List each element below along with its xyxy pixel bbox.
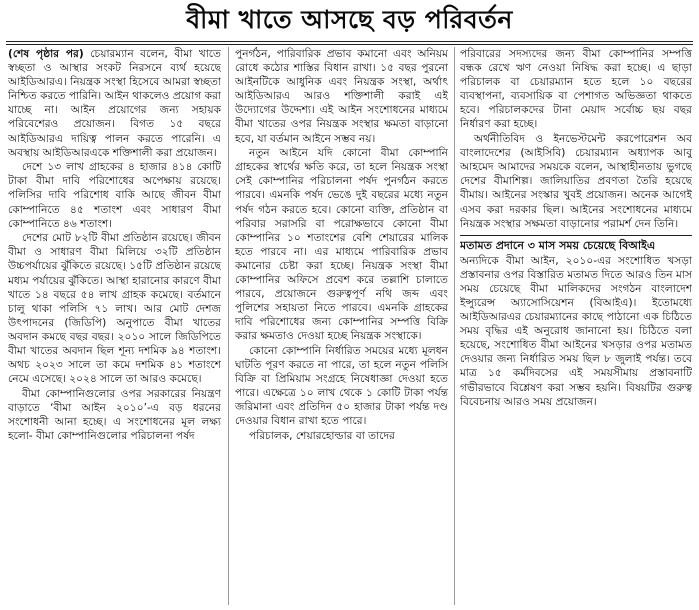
article-headline: বীমা খাতে আসছে বড় পরিবর্তন bbox=[186, 5, 513, 34]
paragraph-text: চেয়ারম্যান বলেন, বীমা খাতে স্বচ্ছতা ও আস্থার সংকট নিরসনে ব্যর্থ হয়েছে আইডিআরএ। নিয়ন্ত্রক সংস্থা হিসেবে আমরা স্বচ্ছতা নিশ্চিত করতে পারিনি। আইন থাকলেও প্রয়োগ করা যাচ্ছে না। আইন প্রয়োগের জন্য সহায়ক পরিবেশেরও প্রয়োজন। বিগত ১৫ বছরে আইডিআরএ দায়িত্ব পালন করতে পারেনি। এ অবস্থায় আইডিআরএকে শক্তিশালী করা প্রয়োজন। bbox=[8, 48, 221, 159]
paragraph: বীমা কোম্পানিগুলোর ওপর সরকারের নিয়ন্ত্রণ বাড়াতে ‘বীমা আইন ২০১০’-এ বড় ধরনের সংশোধনী আনা হচ্ছে। এ সংশোধনের মূল লক্ষ্য হলো- বীমা কোম্পানিগুলোর পরিচালনা পর্ষদ bbox=[8, 387, 221, 443]
continued-from-label: (শেষ পৃষ্ঠার পর) bbox=[8, 48, 84, 60]
paragraph: দেশের মোট ৮২টি বীমা প্রতিষ্ঠান রয়েছে। জীবন বীমা ও সাধারণ বীমা মিলিয়ে ৩২টি প্রতিষ্ঠান উচ্চপর্যায়ের ঝুঁকিতে রয়েছে। ১৫টি প্রতিষ্ঠান রয়েছে মধ্যম পর্যায়ের ঝুঁকিতে। আস্থা হারানোর কারণে বীমা খাতে ১৪ বছরে ৫৪ লাখ গ্রাহক কমেছে। বর্তমানে চালু থাকা পলিসি ৭১ লাখ। আর মোট দেশজ উৎপাদনের (জিডিপি) অনুপাতে বীমা খাতের অবদান কমছে বছর বছর। ২০১০ সালে জিডিপিতে বীমা খাতের অবদান ছিল শূন্য দশমিক ৯৪ শতাংশ। অথচ ২০২৩ সালে তা কমে দশমিক ৪১ শতাংশে নেমে এসেছে। ২০২৪ সালে তা আরও কমেছে। bbox=[8, 232, 221, 386]
column-divider-2 bbox=[454, 47, 455, 605]
paragraph: দেশে ১৩ লাখ গ্রাহকের ৪ হাজার ৪১৪ কোটি টাকা বীমা দাবি পরিশোধের অপেক্ষায় রয়েছে। পলিসির দাবি পরিশোধ বাকি আছে জীবন বীমা কোম্পানিতে ৪৫ শতাংশ এবং সাধারণ বীমা কোম্পানিতে ৪৬ শতাংশ। bbox=[8, 161, 221, 230]
article-column-2 bbox=[235, 47, 448, 605]
column-divider-1 bbox=[228, 47, 229, 605]
paragraph: নতুন আইনে যদি কোনো বীমা কোম্পানি গ্রাহকের স্বার্থের ক্ষতি করে, তা হলে নিয়ন্ত্রক সংস্থা সেই কোম্পানির পরিচালনা পর্ষদ পুনর্গঠন করতে পারবে। এমনকি পর্ষদ ভেঙে দুই বছরের মধ্যে নতুন পর্ষদ গঠন করতে হবে। কোনো ব্যক্তি, প্রতিষ্ঠান বা পরিবার সরাসরি বা পরোক্ষভাবে কোনো বীমা কোম্পানির ১০ শতাংশের বেশি শেয়ারের মালিক হতে পারবে না। এর মাধ্যমে পারিবারিক প্রভাব কমানোর চেষ্টা করা হচ্ছে। নিয়ন্ত্রক সংস্থা বীমা কোম্পানির অফিসে প্রবেশ করে তল্লাশি চালাতে পারবে, প্রয়োজনে গুরুত্বপূর্ণ নথি জব্দ এবং পুলিশের সহায়তা নিতে পারবে। এমনকি গ্রাহকের দাবি পরিশোধের জন্য কোম্পানির সম্পত্তি বিক্রি করার ক্ষমতাও দেওয়া হচ্ছে নিয়ন্ত্রক সংস্থাকে। bbox=[235, 147, 448, 343]
paragraph: পরিবারের সদস্যদের জন্য বীমা কোম্পানির সম্পত্তি বন্ধক রেখে ঋণ নেওয়া নিষিদ্ধ করা হচ্ছে। এ ছাড়া পরিচালক বা চেয়ারম্যান হতে হলে ১০ বছরের ব্যবস্থাপনা, ব্যবসায়িক বা পেশাগত অভিজ্ঞতা থাকতে হবে। পরিচালকদের টানা মেয়াদ সর্বোচ্চ ছয় বছর নির্ধারণ করা হচ্ছে। bbox=[460, 48, 692, 131]
article-column-3 bbox=[460, 47, 692, 605]
paragraph: অর্থনীতিবিদ ও ইনভেস্টমেন্ট করপোরেশন অব বাংলাদেশের (আইসিবি) চেয়ারম্যান অধ্যাপক আবু আহমেদ আমাদের সময়কে বলেন, আস্থাহীনতায় ভুগছে দেশের বীমাশিল্প। জালিয়াতির প্রবণতা তৈরি হয়েছে বীমায়। আইনের সংস্কার খুবই প্রয়োজন। অনেক আগেই এসব করা দরকার ছিল। আইনের সংশোধনের মাধ্যমে নিয়ন্ত্রক সংস্থার সক্ষমতা বাড়ানোর পরামর্শ দেন তিনি। bbox=[460, 133, 692, 230]
paragraph: কোনো কোম্পানি নির্ধারিত সময়ের মধ্যে মূলধন ঘাটতি পূরণ করতে না পারে, তা হলে নতুন পলিসি বিক্রি বা প্রিমিয়াম সংগ্রহে নিষেধাজ্ঞা দেওয়া হতে পারে। এক্ষেত্রে ১০ লাখ থেকে ১ কোটি টাকা পর্যন্ত জরিমানা এবং প্রতিদিন ৫০ হাজার টাকা পর্যন্ত দণ্ড দেওয়ার বিধান রাখা হতে পারে। bbox=[235, 344, 448, 428]
headline-rule-bottom bbox=[6, 44, 693, 45]
article-column-1 bbox=[8, 47, 221, 605]
headline-rule-top bbox=[6, 41, 693, 42]
paragraph: অন্যদিকে বীমা আইন, ২০১০-এর সংশোধিত খসড়া প্রস্তাবনার ওপর বিস্তারিত মতামত দিতে আরও তিন মাস সময় চেয়েছে বীমা মালিকদের সংগঠন বাংলাদেশ ইন্স্যুরেন্স অ্যাসোসিয়েশন (বিআইএ)। ইতোমধ্যে আইডিআরএর চেয়ারম্যানের কাছে পাঠানো এক চিঠিতে সময় বৃদ্ধির এই অনুরোধ জানানো হয়। চিঠিতে বলা হয়েছে, সংশোধিত বীমা আইনের খসড়ার ওপর মতামত দেওয়ার জন্য নির্ধারিত সময় ছিল ৮ জুলাই পর্যন্ত। তবে মাত্র ১৫ কর্মদিবসের এই সময়সীমায় প্রস্তাবনাটি গভীরভাবে বিশ্লেষণ করা সম্ভব হয়নি। বিষয়টির গুরুত্ব বিবেচনায় আরও সময় প্রয়োজন। bbox=[460, 254, 692, 408]
paragraph: পুনর্গঠন, পারিবারিক প্রভাব কমানো এবং অনিয়ম রোধে কঠোর শাস্তির বিধান রাখা। ১৫ বছর পুরনো আইনটিকে আধুনিক এবং নিয়ন্ত্রক সংস্থা, অর্থাৎ আইডিআরএ আরও শক্তিশালী করাই এই উদ্যোগের উদ্দেশ্য। এই আইন সংশোধনের মাধ্যমে বীমা খাতের ওপর নিয়ন্ত্রক সংস্থার ক্ষমতা বাড়ানো হবে, যা বর্তমান আইনে সম্ভব নয়। bbox=[235, 48, 448, 145]
paragraph: পরিচালক, শেয়ারহোল্ডার বা তাদের bbox=[249, 430, 395, 443]
article-subheading: মতামত প্রদানে ৩ মাস সময় চেয়েছে বিআইএ bbox=[460, 235, 692, 253]
paragraph bbox=[8, 47, 221, 160]
